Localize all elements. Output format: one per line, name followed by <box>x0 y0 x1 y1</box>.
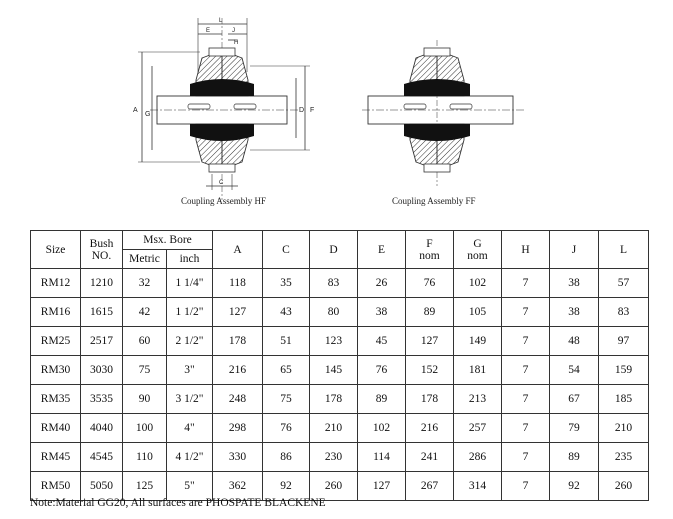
header-f: F nom <box>406 231 454 269</box>
table-cell: 7 <box>502 298 550 327</box>
table-cell: 89 <box>406 298 454 327</box>
header-inch: inch <box>167 250 213 269</box>
table-cell: 298 <box>213 414 263 443</box>
table-cell: 80 <box>310 298 358 327</box>
header-g: G nom <box>454 231 502 269</box>
label-L: L <box>219 18 223 24</box>
table-cell: 267 <box>406 472 454 501</box>
material-note: Note:Material GG20, All surfaces are PHOSPATE BLACKENE <box>30 497 326 509</box>
header-metric: Metric <box>123 250 167 269</box>
table-cell: 83 <box>599 298 649 327</box>
table-cell: 54 <box>550 356 599 385</box>
table-cell: 4040 <box>81 414 123 443</box>
header-a: A <box>213 231 263 269</box>
table-cell: 210 <box>599 414 649 443</box>
table-cell: 38 <box>550 298 599 327</box>
table-cell: 3" <box>167 356 213 385</box>
label-A: A <box>133 107 138 114</box>
table-cell: 235 <box>599 443 649 472</box>
cell-size: RM30 <box>31 356 81 385</box>
cell-size: RM45 <box>31 443 81 472</box>
header-e: E <box>358 231 406 269</box>
table-cell: 241 <box>406 443 454 472</box>
table-cell: 314 <box>454 472 502 501</box>
table-body <box>31 269 649 501</box>
table-cell: 38 <box>550 269 599 298</box>
table-cell: 1210 <box>81 269 123 298</box>
table-cell: 90 <box>123 385 167 414</box>
cell-size: RM12 <box>31 269 81 298</box>
caption-hf: Coupling Assembly HF <box>181 196 267 206</box>
table-cell: 362 <box>213 472 263 501</box>
table-cell: 159 <box>599 356 649 385</box>
header-bush: Bush NO. <box>81 231 123 269</box>
table-cell: 7 <box>502 356 550 385</box>
table-cell: 127 <box>406 327 454 356</box>
header-bore: Msx. Bore <box>123 231 213 250</box>
cell-size: RM25 <box>31 327 81 356</box>
table-cell: 102 <box>358 414 406 443</box>
table-cell: 75 <box>263 385 310 414</box>
table-cell: 248 <box>213 385 263 414</box>
table-cell: 86 <box>263 443 310 472</box>
table-cell: 76 <box>263 414 310 443</box>
table-cell: 178 <box>406 385 454 414</box>
table-cell: 257 <box>454 414 502 443</box>
table-cell: 216 <box>406 414 454 443</box>
label-H: H <box>234 40 239 46</box>
table-cell: 2 1/2" <box>167 327 213 356</box>
table-cell: 92 <box>263 472 310 501</box>
table-cell: 102 <box>454 269 502 298</box>
table-cell: 5050 <box>81 472 123 501</box>
table-cell: 43 <box>263 298 310 327</box>
table-cell: 4 1/2" <box>167 443 213 472</box>
table-cell: 178 <box>213 327 263 356</box>
table-cell: 105 <box>454 298 502 327</box>
table-cell: 260 <box>599 472 649 501</box>
table-cell: 178 <box>310 385 358 414</box>
table-cell: 1615 <box>81 298 123 327</box>
table-cell: 3 1/2" <box>167 385 213 414</box>
table-cell: 35 <box>263 269 310 298</box>
table-cell: 92 <box>550 472 599 501</box>
table-cell: 4545 <box>81 443 123 472</box>
label-E: E <box>206 28 211 34</box>
table-cell: 48 <box>550 327 599 356</box>
cell-size: RM16 <box>31 298 81 327</box>
coupling-assembly-diagrams <box>0 0 673 215</box>
table-cell: 32 <box>123 269 167 298</box>
table-cell: 89 <box>550 443 599 472</box>
table-cell: 127 <box>213 298 263 327</box>
table-cell: 1 1/2" <box>167 298 213 327</box>
table-cell: 83 <box>310 269 358 298</box>
table-row <box>31 298 649 327</box>
header-c: C <box>263 231 310 269</box>
label-J: J <box>232 28 235 34</box>
table-cell: 3030 <box>81 356 123 385</box>
label-G: G <box>145 111 151 118</box>
table-cell: 60 <box>123 327 167 356</box>
table-row <box>31 269 649 298</box>
coupling-hf-drawing <box>133 18 314 200</box>
table-cell: 7 <box>502 443 550 472</box>
table-cell: 42 <box>123 298 167 327</box>
table-cell: 76 <box>406 269 454 298</box>
table-cell: 1 1/4" <box>167 269 213 298</box>
table-row <box>31 414 649 443</box>
table-cell: 89 <box>358 385 406 414</box>
table-row <box>31 443 649 472</box>
header-size: Size <box>31 231 81 269</box>
table-cell: 26 <box>358 269 406 298</box>
table-cell: 110 <box>123 443 167 472</box>
cell-size: RM50 <box>31 472 81 501</box>
label-C: C <box>219 180 224 186</box>
label-D: D <box>299 107 305 114</box>
table-cell: 75 <box>123 356 167 385</box>
header-d: D <box>310 231 358 269</box>
table-cell: 260 <box>310 472 358 501</box>
table-cell: 97 <box>599 327 649 356</box>
table-cell: 286 <box>454 443 502 472</box>
table-cell: 118 <box>213 269 263 298</box>
table-cell: 181 <box>454 356 502 385</box>
table-cell: 7 <box>502 269 550 298</box>
table-cell: 330 <box>213 443 263 472</box>
table-cell: 76 <box>358 356 406 385</box>
table-row <box>31 327 649 356</box>
table-cell: 210 <box>310 414 358 443</box>
table-cell: 4" <box>167 414 213 443</box>
table-cell: 100 <box>123 414 167 443</box>
table-cell: 230 <box>310 443 358 472</box>
table-cell: 213 <box>454 385 502 414</box>
table-cell: 127 <box>358 472 406 501</box>
coupling-drawings <box>0 0 673 215</box>
label-F: F <box>310 107 315 114</box>
table-cell: 125 <box>123 472 167 501</box>
table-cell: 123 <box>310 327 358 356</box>
cell-size: RM40 <box>31 414 81 443</box>
table-cell: 57 <box>599 269 649 298</box>
table-cell: 5" <box>167 472 213 501</box>
table-cell: 45 <box>358 327 406 356</box>
table-cell: 38 <box>358 298 406 327</box>
coupling-ff-drawing <box>362 40 525 186</box>
table-cell: 7 <box>502 472 550 501</box>
table-cell: 51 <box>263 327 310 356</box>
table-row <box>31 356 649 385</box>
header-h: H <box>502 231 550 269</box>
table-cell: 67 <box>550 385 599 414</box>
caption-ff: Coupling Assembly FF <box>392 196 476 206</box>
table-cell: 114 <box>358 443 406 472</box>
table-cell: 7 <box>502 327 550 356</box>
table-cell: 79 <box>550 414 599 443</box>
table-cell: 2517 <box>81 327 123 356</box>
table-cell: 7 <box>502 414 550 443</box>
table-row <box>31 385 649 414</box>
table-cell: 65 <box>263 356 310 385</box>
table-cell: 3535 <box>81 385 123 414</box>
table-cell: 149 <box>454 327 502 356</box>
coupling-spec-table <box>30 230 649 501</box>
header-l: L <box>599 231 649 269</box>
cell-size: RM35 <box>31 385 81 414</box>
table-cell: 216 <box>213 356 263 385</box>
table-cell: 152 <box>406 356 454 385</box>
table-cell: 145 <box>310 356 358 385</box>
header-j: J <box>550 231 599 269</box>
table-cell: 185 <box>599 385 649 414</box>
table-cell: 7 <box>502 385 550 414</box>
